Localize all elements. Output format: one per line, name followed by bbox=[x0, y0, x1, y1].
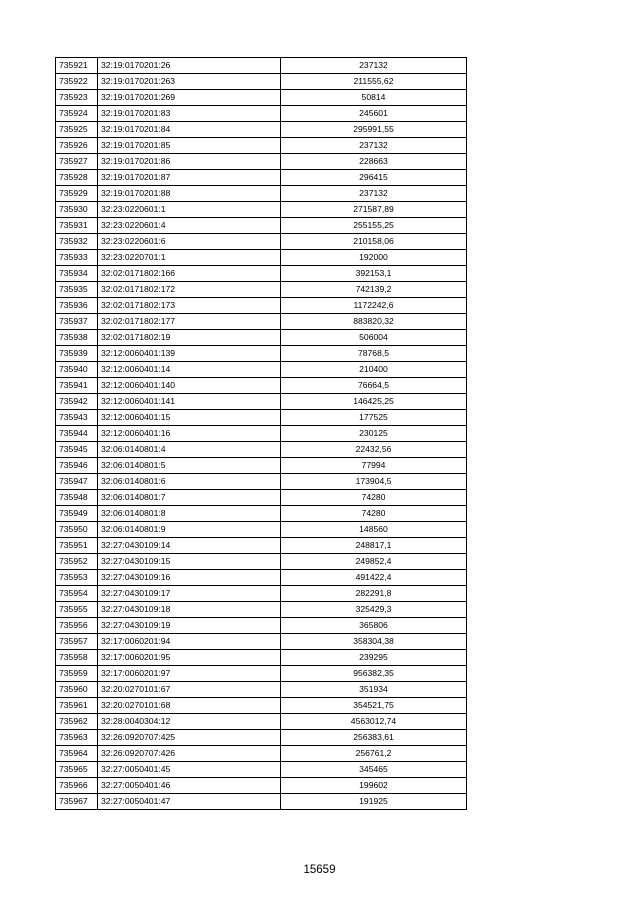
row-number-cell: 735929 bbox=[56, 186, 98, 202]
cadastral-number-cell: 32:27:0050401:47 bbox=[98, 794, 281, 810]
value-cell: 296415 bbox=[281, 170, 467, 186]
table-row bbox=[56, 250, 467, 266]
row-number-cell: 735953 bbox=[56, 570, 98, 586]
value-cell: 210158,06 bbox=[281, 234, 467, 250]
row-number-cell: 735966 bbox=[56, 778, 98, 794]
value-cell: 199602 bbox=[281, 778, 467, 794]
value-cell: 506004 bbox=[281, 330, 467, 346]
cadastral-number-cell: 32:17:0060201:95 bbox=[98, 650, 281, 666]
value-cell: 77994 bbox=[281, 458, 467, 474]
value-cell: 228663 bbox=[281, 154, 467, 170]
value-cell: 256383,61 bbox=[281, 730, 467, 746]
value-cell: 50814 bbox=[281, 90, 467, 106]
table-row bbox=[56, 314, 467, 330]
value-cell: 239295 bbox=[281, 650, 467, 666]
table-row bbox=[56, 490, 467, 506]
row-number-cell: 735943 bbox=[56, 410, 98, 426]
table-row bbox=[56, 698, 467, 714]
value-cell: 1172242,6 bbox=[281, 298, 467, 314]
row-number-cell: 735928 bbox=[56, 170, 98, 186]
row-number-cell: 735926 bbox=[56, 138, 98, 154]
table-row bbox=[56, 570, 467, 586]
table-row bbox=[56, 122, 467, 138]
value-cell: 245601 bbox=[281, 106, 467, 122]
cadastral-number-cell: 32:23:0220701:1 bbox=[98, 250, 281, 266]
cadastral-number-cell: 32:23:0220601:6 bbox=[98, 234, 281, 250]
table-row bbox=[56, 666, 467, 682]
table-row bbox=[56, 410, 467, 426]
table-row bbox=[56, 474, 467, 490]
row-number-cell: 735924 bbox=[56, 106, 98, 122]
row-number-cell: 735965 bbox=[56, 762, 98, 778]
table-row bbox=[56, 218, 467, 234]
value-cell: 74280 bbox=[281, 490, 467, 506]
row-number-cell: 735932 bbox=[56, 234, 98, 250]
row-number-cell: 735935 bbox=[56, 282, 98, 298]
row-number-cell: 735931 bbox=[56, 218, 98, 234]
table-row bbox=[56, 778, 467, 794]
cadastral-number-cell: 32:06:0140801:9 bbox=[98, 522, 281, 538]
cadastral-number-cell: 32:17:0060201:97 bbox=[98, 666, 281, 682]
row-number-cell: 735958 bbox=[56, 650, 98, 666]
value-cell: 192000 bbox=[281, 250, 467, 266]
cadastral-number-cell: 32:17:0060201:94 bbox=[98, 634, 281, 650]
value-cell: 210400 bbox=[281, 362, 467, 378]
cadastral-number-cell: 32:06:0140801:5 bbox=[98, 458, 281, 474]
table-row bbox=[56, 202, 467, 218]
cadastral-number-cell: 32:12:0060401:14 bbox=[98, 362, 281, 378]
row-number-cell: 735964 bbox=[56, 746, 98, 762]
table-row bbox=[56, 58, 467, 74]
table-row bbox=[56, 378, 467, 394]
value-cell: 354521,75 bbox=[281, 698, 467, 714]
table-row bbox=[56, 602, 467, 618]
row-number-cell: 735956 bbox=[56, 618, 98, 634]
row-number-cell: 735963 bbox=[56, 730, 98, 746]
cadastral-number-cell: 32:23:0220601:1 bbox=[98, 202, 281, 218]
value-cell: 173904,5 bbox=[281, 474, 467, 490]
table-row bbox=[56, 282, 467, 298]
table-row bbox=[56, 266, 467, 282]
cadastral-number-cell: 32:20:0270101:67 bbox=[98, 682, 281, 698]
value-cell: 295991,55 bbox=[281, 122, 467, 138]
row-number-cell: 735925 bbox=[56, 122, 98, 138]
value-cell: 255155,25 bbox=[281, 218, 467, 234]
value-cell: 78768,5 bbox=[281, 346, 467, 362]
cadastral-number-cell: 32:19:0170201:88 bbox=[98, 186, 281, 202]
row-number-cell: 735961 bbox=[56, 698, 98, 714]
value-cell: 365806 bbox=[281, 618, 467, 634]
row-number-cell: 735951 bbox=[56, 538, 98, 554]
cadastral-number-cell: 32:19:0170201:87 bbox=[98, 170, 281, 186]
table-row bbox=[56, 234, 467, 250]
row-number-cell: 735938 bbox=[56, 330, 98, 346]
value-cell: 351934 bbox=[281, 682, 467, 698]
row-number-cell: 735942 bbox=[56, 394, 98, 410]
cadastral-number-cell: 32:19:0170201:83 bbox=[98, 106, 281, 122]
cadastral-number-cell: 32:06:0140801:4 bbox=[98, 442, 281, 458]
cadastral-number-cell: 32:26:0920707:426 bbox=[98, 746, 281, 762]
table-row bbox=[56, 154, 467, 170]
value-cell: 22432,56 bbox=[281, 442, 467, 458]
value-cell: 211555,62 bbox=[281, 74, 467, 90]
row-number-cell: 735936 bbox=[56, 298, 98, 314]
table-row bbox=[56, 746, 467, 762]
row-number-cell: 735922 bbox=[56, 74, 98, 90]
value-cell: 742139,2 bbox=[281, 282, 467, 298]
cadastral-number-cell: 32:19:0170201:85 bbox=[98, 138, 281, 154]
table-row bbox=[56, 458, 467, 474]
value-cell: 148560 bbox=[281, 522, 467, 538]
table-row bbox=[56, 362, 467, 378]
table-row bbox=[56, 186, 467, 202]
cadastral-number-cell: 32:12:0060401:16 bbox=[98, 426, 281, 442]
cadastral-number-cell: 32:06:0140801:8 bbox=[98, 506, 281, 522]
table-body bbox=[56, 58, 467, 810]
table-row bbox=[56, 538, 467, 554]
cadastral-number-cell: 32:02:0171802:166 bbox=[98, 266, 281, 282]
row-number-cell: 735955 bbox=[56, 602, 98, 618]
cadastral-number-cell: 32:06:0140801:6 bbox=[98, 474, 281, 490]
table-row bbox=[56, 762, 467, 778]
row-number-cell: 735921 bbox=[56, 58, 98, 74]
row-number-cell: 735944 bbox=[56, 426, 98, 442]
cadastral-number-cell: 32:02:0171802:173 bbox=[98, 298, 281, 314]
table-row bbox=[56, 394, 467, 410]
cadastral-number-cell: 32:20:0270101:68 bbox=[98, 698, 281, 714]
cadastral-number-cell: 32:27:0430109:14 bbox=[98, 538, 281, 554]
row-number-cell: 735934 bbox=[56, 266, 98, 282]
row-number-cell: 735937 bbox=[56, 314, 98, 330]
value-cell: 237132 bbox=[281, 138, 467, 154]
table-row bbox=[56, 730, 467, 746]
value-cell: 248817,1 bbox=[281, 538, 467, 554]
cadastral-number-cell: 32:19:0170201:86 bbox=[98, 154, 281, 170]
row-number-cell: 735939 bbox=[56, 346, 98, 362]
table-row bbox=[56, 106, 467, 122]
value-cell: 256761,2 bbox=[281, 746, 467, 762]
table-row bbox=[56, 170, 467, 186]
value-cell: 230125 bbox=[281, 426, 467, 442]
value-cell: 74280 bbox=[281, 506, 467, 522]
cadastral-number-cell: 32:19:0170201:26 bbox=[98, 58, 281, 74]
value-cell: 76664,5 bbox=[281, 378, 467, 394]
row-number-cell: 735941 bbox=[56, 378, 98, 394]
table-row bbox=[56, 522, 467, 538]
cadastral-number-cell: 32:27:0430109:19 bbox=[98, 618, 281, 634]
value-cell: 271587,89 bbox=[281, 202, 467, 218]
table-row bbox=[56, 650, 467, 666]
row-number-cell: 735930 bbox=[56, 202, 98, 218]
cadastral-number-cell: 32:12:0060401:140 bbox=[98, 378, 281, 394]
table-row bbox=[56, 442, 467, 458]
row-number-cell: 735946 bbox=[56, 458, 98, 474]
row-number-cell: 735967 bbox=[56, 794, 98, 810]
cadastral-number-cell: 32:12:0060401:141 bbox=[98, 394, 281, 410]
value-cell: 237132 bbox=[281, 186, 467, 202]
row-number-cell: 735948 bbox=[56, 490, 98, 506]
row-number-cell: 735952 bbox=[56, 554, 98, 570]
value-cell: 191925 bbox=[281, 794, 467, 810]
row-number-cell: 735962 bbox=[56, 714, 98, 730]
value-cell: 956382,35 bbox=[281, 666, 467, 682]
cadastral-number-cell: 32:02:0171802:19 bbox=[98, 330, 281, 346]
value-cell: 491422,4 bbox=[281, 570, 467, 586]
value-cell: 177525 bbox=[281, 410, 467, 426]
row-number-cell: 735949 bbox=[56, 506, 98, 522]
table-row bbox=[56, 330, 467, 346]
row-number-cell: 735927 bbox=[56, 154, 98, 170]
table-row bbox=[56, 586, 467, 602]
table-row bbox=[56, 90, 467, 106]
cadastral-number-cell: 32:26:0920707:425 bbox=[98, 730, 281, 746]
table-row bbox=[56, 618, 467, 634]
value-cell: 237132 bbox=[281, 58, 467, 74]
cadastral-number-cell: 32:12:0060401:139 bbox=[98, 346, 281, 362]
row-number-cell: 735947 bbox=[56, 474, 98, 490]
cadastral-number-cell: 32:19:0170201:269 bbox=[98, 90, 281, 106]
value-cell: 883820,32 bbox=[281, 314, 467, 330]
value-cell: 325429,3 bbox=[281, 602, 467, 618]
cadastral-number-cell: 32:02:0171802:177 bbox=[98, 314, 281, 330]
table-row bbox=[56, 74, 467, 90]
value-cell: 392153,1 bbox=[281, 266, 467, 282]
row-number-cell: 735945 bbox=[56, 442, 98, 458]
table-row bbox=[56, 634, 467, 650]
cadastral-number-cell: 32:27:0430109:16 bbox=[98, 570, 281, 586]
table-row bbox=[56, 714, 467, 730]
table-row bbox=[56, 298, 467, 314]
cadastral-number-cell: 32:27:0430109:18 bbox=[98, 602, 281, 618]
row-number-cell: 735960 bbox=[56, 682, 98, 698]
value-cell: 4563012,74 bbox=[281, 714, 467, 730]
page-number: 15659 bbox=[303, 864, 336, 876]
row-number-cell: 735957 bbox=[56, 634, 98, 650]
row-number-cell: 735950 bbox=[56, 522, 98, 538]
cadastral-number-cell: 32:02:0171802:172 bbox=[98, 282, 281, 298]
row-number-cell: 735923 bbox=[56, 90, 98, 106]
table-row bbox=[56, 682, 467, 698]
value-cell: 345465 bbox=[281, 762, 467, 778]
cadastral-number-cell: 32:06:0140801:7 bbox=[98, 490, 281, 506]
row-number-cell: 735933 bbox=[56, 250, 98, 266]
value-cell: 146425,25 bbox=[281, 394, 467, 410]
value-cell: 249852,4 bbox=[281, 554, 467, 570]
row-number-cell: 735940 bbox=[56, 362, 98, 378]
table-row bbox=[56, 506, 467, 522]
table-row bbox=[56, 426, 467, 442]
row-number-cell: 735959 bbox=[56, 666, 98, 682]
cadastral-number-cell: 32:19:0170201:84 bbox=[98, 122, 281, 138]
cadastral-number-cell: 32:27:0050401:45 bbox=[98, 762, 281, 778]
table-row bbox=[56, 794, 467, 810]
cadastral-number-cell: 32:27:0050401:46 bbox=[98, 778, 281, 794]
table-row bbox=[56, 138, 467, 154]
cadastral-value-table bbox=[55, 57, 467, 810]
cadastral-number-cell: 32:28:0040304:12 bbox=[98, 714, 281, 730]
cadastral-number-cell: 32:23:0220601:4 bbox=[98, 218, 281, 234]
value-cell: 282291,8 bbox=[281, 586, 467, 602]
table-row bbox=[56, 554, 467, 570]
table-row bbox=[56, 346, 467, 362]
cadastral-number-cell: 32:27:0430109:15 bbox=[98, 554, 281, 570]
cadastral-number-cell: 32:12:0060401:15 bbox=[98, 410, 281, 426]
row-number-cell: 735954 bbox=[56, 586, 98, 602]
cadastral-number-cell: 32:19:0170201:263 bbox=[98, 74, 281, 90]
cadastral-number-cell: 32:27:0430109:17 bbox=[98, 586, 281, 602]
value-cell: 358304,38 bbox=[281, 634, 467, 650]
